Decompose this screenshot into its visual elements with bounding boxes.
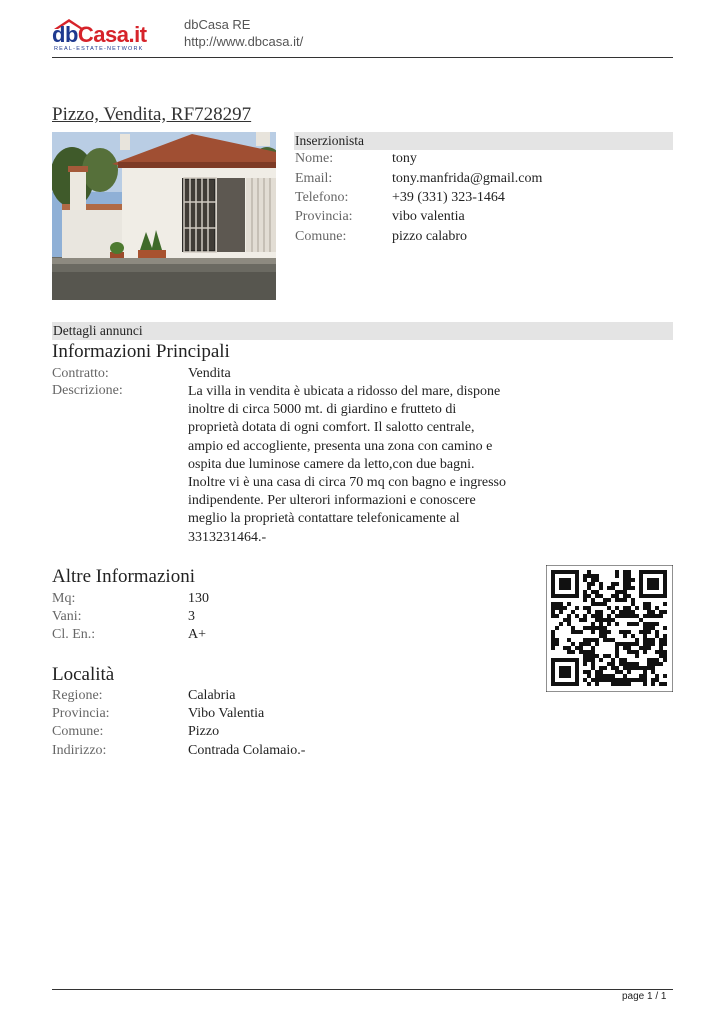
logo-word-db: db	[52, 22, 78, 47]
region-value: Calabria	[188, 688, 236, 703]
address-value: Contrada Colamaio.-	[188, 743, 306, 758]
advertiser-phone-label: Telefono:	[295, 190, 349, 205]
logo-wordmark	[52, 24, 147, 46]
description-text: La villa in vendita è ubicata a ridosso del mare, dispone inoltre di circa 5000 mt. di giardino e frutteto di proprietà dotata di ogni comfort. Il salotto centrale, ampio ed accogliente, presenta una zona con camino e ospita due luminose camere da letto,con due bagni. Inoltre vi è una casa di circa 70 mq con bagno e ingresso indipendente. Per ulterori informazioni e conoscere meglio la proprietà contattare telefonicamente al 3313231464.-	[188, 384, 507, 545]
header-divider	[52, 57, 673, 58]
site-url-link[interactable]: http://www.dbcasa.it/	[184, 34, 304, 49]
advertiser-email-label: Email:	[295, 171, 333, 186]
mq-value: 130	[188, 591, 209, 606]
details-heading-bar: Dettagli annunci	[52, 322, 673, 340]
qr-finder-pattern	[639, 570, 667, 598]
province-value: Vibo Valentia	[188, 706, 265, 721]
province-label: Provincia:	[52, 706, 110, 721]
property-photo	[52, 132, 276, 300]
energy-class-label: Cl. En.:	[52, 627, 96, 642]
advertiser-comune-label: Comune:	[295, 229, 347, 244]
comune-value: Pizzo	[188, 724, 220, 739]
logo-tagline: REAL-ESTATE-NETWORK	[54, 46, 144, 52]
advertiser-province-label: Provincia:	[295, 209, 353, 224]
contract-label: Contratto:	[52, 366, 109, 381]
region-label: Regione:	[52, 688, 103, 703]
advertiser-name-value: tony	[392, 151, 417, 166]
vani-label: Vani:	[52, 609, 82, 624]
site-name: dbCasa RE	[184, 17, 251, 32]
energy-class-value: A+	[188, 627, 207, 642]
description-label: Descrizione:	[52, 383, 123, 398]
address-label: Indirizzo:	[52, 743, 107, 758]
qr-finder-pattern	[551, 658, 579, 686]
advertiser-heading: Inserzionista	[294, 132, 673, 150]
footer-divider	[52, 989, 673, 990]
listing-title[interactable]: Pizzo, Vendita, RF728297	[52, 104, 252, 125]
page-number: page 1 / 1	[622, 991, 667, 1002]
advertiser-phone-value: +39 (331) 323-1464	[392, 190, 505, 205]
advertiser-comune-value: pizzo calabro	[392, 229, 468, 244]
mq-label: Mq:	[52, 591, 76, 606]
dbcasa-logo	[52, 18, 164, 54]
contract-value: Vendita	[188, 366, 231, 381]
advertiser-province-value: vibo valentia	[392, 209, 465, 224]
advertiser-name-label: Nome:	[295, 151, 334, 166]
vani-value: 3	[188, 609, 195, 624]
qr-code	[546, 565, 673, 692]
location-heading: Località	[52, 664, 115, 685]
other-info-heading: Altre Informazioni	[52, 566, 195, 587]
comune-label: Comune:	[52, 724, 104, 739]
logo-word-casa: Casa.it	[77, 22, 147, 47]
qr-finder-pattern	[551, 570, 579, 598]
advertiser-email-link[interactable]: tony.manfrida@gmail.com	[392, 171, 543, 186]
main-info-heading: Informazioni Principali	[52, 341, 230, 362]
